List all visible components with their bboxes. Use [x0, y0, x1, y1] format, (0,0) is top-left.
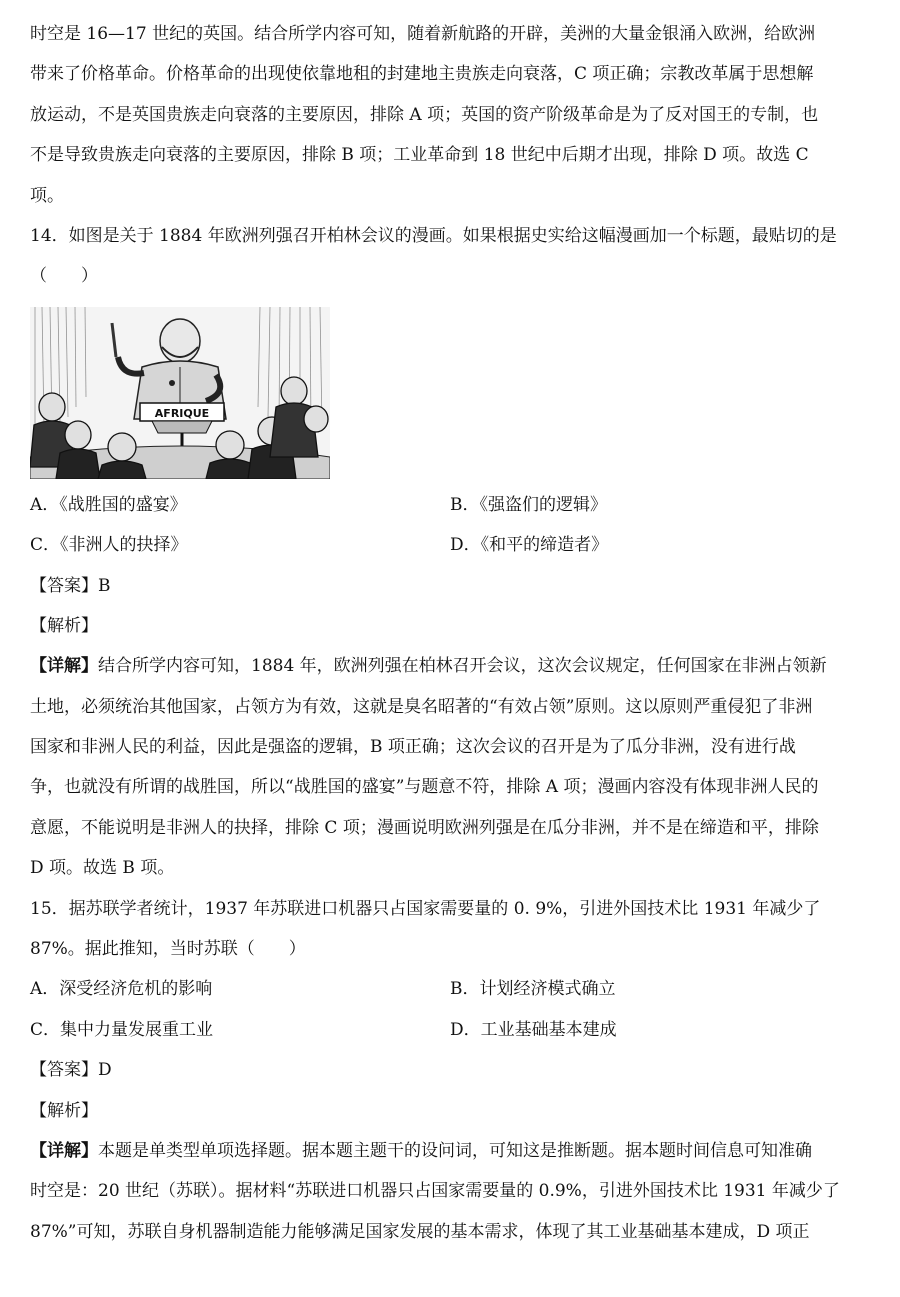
q15-analysis-label: 【解析】	[30, 1100, 98, 1121]
q14-detail-line: 争，也就没有所谓的战胜国，所以“战胜国的盛宴”与题意不符，排除 A 项；漫画内容没有体现非洲人民的	[30, 777, 819, 798]
q15-options-row-1	[30, 969, 870, 1009]
q15-stem: 15．据苏联学者统计，1937 年苏联进口机器只占国家需要量的 0. 9%，引进外国技术比 1931 年减少了	[30, 898, 821, 919]
detail-label: 【详解】	[30, 656, 98, 677]
detail-text: 结合所学内容可知，1884 年，欧洲列强在柏林召开会议，这次会议规定，任何国家在非洲占领新	[98, 656, 827, 677]
q14-option-c: C．《非洲人的抉择》	[30, 535, 188, 556]
q15-detail-line: 87%”可知，苏联自身机器制造能力能够满足国家发展的基本需求，体现了其工业基础基本建成，D 项正	[30, 1221, 810, 1242]
q13-analysis-line: 放运动，不是英国贵族走向衰落的主要原因，排除 A 项；英国的资产阶级革命是为了反对国王的专制，也	[30, 104, 819, 125]
berlin-conference-cartoon	[30, 307, 330, 479]
q15-stem: 87%。据此推知，当时苏联（ ）	[30, 939, 306, 960]
q13-analysis-line: 带来了价格革命。价格革命的出现使依靠地租的封建地主贵族走向衰落，C 项正确；宗教改革属于思想解	[30, 64, 814, 85]
q14-detail-line	[30, 646, 870, 686]
answer-label: 【答案】	[30, 1060, 98, 1081]
q15-answer	[30, 1050, 870, 1090]
q15-option-a: A．深受经济危机的影响	[30, 979, 213, 1000]
q15-option-c: C．集中力量发展重工业	[30, 1019, 214, 1040]
answer-label: 【答案】	[30, 575, 98, 596]
q14-detail-line: 意愿，不能说明是非洲人的抉择，排除 C 项；漫画说明欧洲列强是在瓜分非洲，并不是在缔造和平，排除	[30, 817, 819, 838]
q14-answer	[30, 566, 870, 606]
q14-analysis-label: 【解析】	[30, 615, 98, 636]
q14-stem-bracket: （ ）	[30, 266, 98, 287]
q15-option-b: B．计划经济模式确立	[450, 979, 616, 1000]
answer-value: D	[98, 1060, 112, 1081]
q15-detail-line	[30, 1131, 870, 1171]
cartoon-label-afrique: AFRIQUE	[154, 406, 210, 420]
q14-detail-line: D 项。故选 B 项。	[30, 858, 175, 879]
q14-option-b: B．《强盗们的逻辑》	[450, 494, 607, 515]
q15-option-d: D．工业基础基本建成	[450, 1019, 617, 1040]
answer-value: B	[98, 575, 111, 596]
detail-label: 【详解】	[30, 1140, 98, 1161]
q15-detail-line: 时空是：20 世纪（苏联）。据材料“苏联进口机器只占国家需要量的 0.9%，引进外国技术比 1931 年减少了	[30, 1181, 840, 1202]
q14-options-row-2	[30, 525, 870, 565]
q14-option-a: A．《战胜国的盛宴》	[30, 494, 187, 515]
q13-analysis-line: 时空是 16—17 世纪的英国。结合所学内容可知，随着新航路的开辟，美洲的大量金银涌入欧洲，给欧洲	[30, 24, 816, 44]
q14-option-d: D．《和平的缔造者》	[450, 535, 609, 556]
q14-detail-line: 国家和非洲人民的利益，因此是强盗的逻辑，B 项正确；这次会议的召开是为了瓜分非洲，没有进行战	[30, 737, 796, 758]
q13-analysis-line: 不是导致贵族走向衰落的主要原因，排除 B 项；工业革命到 18 世纪中后期才出现，排除 D 项。故选 C	[30, 145, 809, 166]
q13-analysis-line: 项。	[30, 185, 64, 206]
q14-stem: 14．如图是关于 1884 年欧洲列强召开柏林会议的漫画。如果根据史实给这幅漫画加一个标题，最贴切的是	[30, 225, 837, 246]
q15-options-row-2	[30, 1010, 870, 1050]
q14-options-row-1	[30, 485, 870, 525]
document-page	[30, 14, 870, 1252]
detail-text: 本题是单类型单项选择题。据本题主题干的设问词，可知这是推断题。据本题时间信息可知准确	[98, 1140, 812, 1161]
q14-detail-line: 土地，必须统治其他国家，占领方为有效，这就是臭名昭著的“有效占领”原则。这以原则严重侵犯了非洲	[30, 696, 813, 717]
cartoon-illustration	[30, 307, 330, 479]
